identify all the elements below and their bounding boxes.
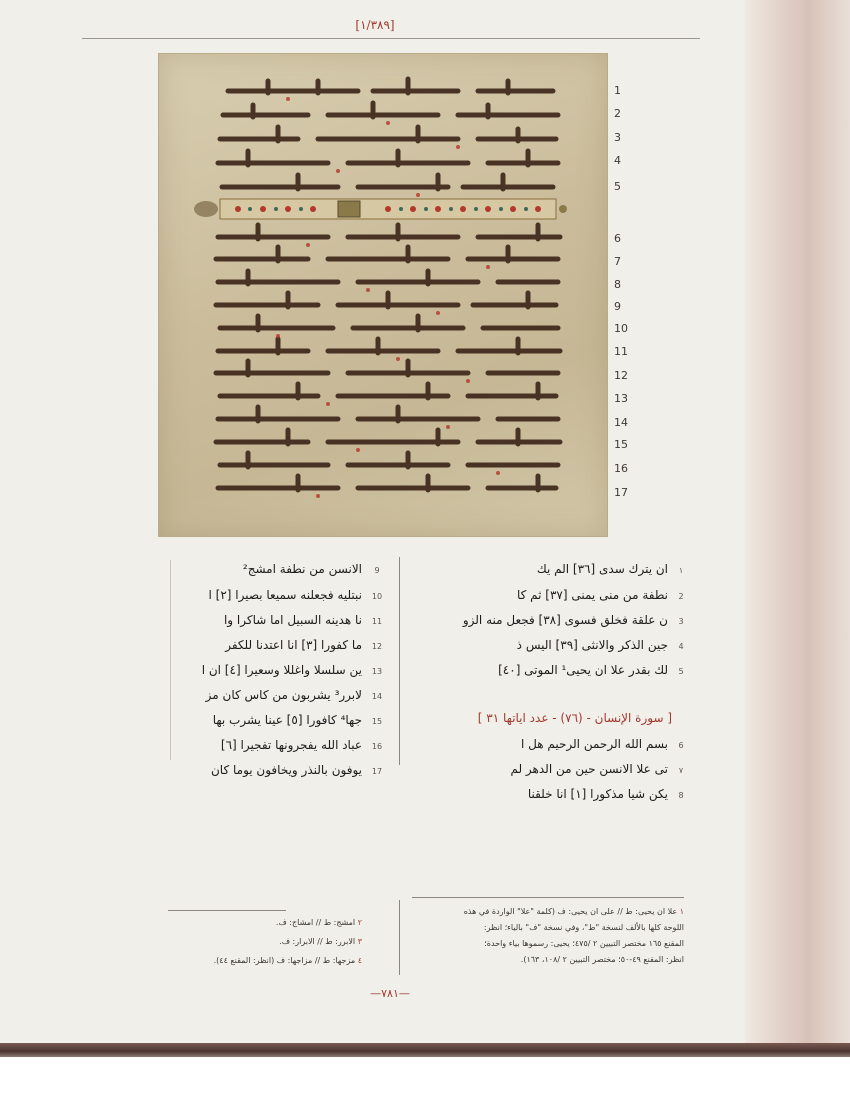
transcription-line: لابرر³ يشربون من كاس كان مز bbox=[205, 688, 362, 702]
footnote-text: مزجها: ط // مزاجها: ف (انظر: المقنع ٤٤). bbox=[213, 956, 356, 965]
transcription-line: ن علقة فخلق فسوى [٣٨] فجعل منه الزو bbox=[462, 613, 668, 627]
ms-line-number: 8 bbox=[614, 278, 621, 291]
line-number: 3 bbox=[678, 617, 684, 626]
ms-line-number: 3 bbox=[614, 131, 621, 144]
line-number: 12 bbox=[371, 642, 383, 651]
manuscript-image bbox=[158, 53, 608, 537]
transcription-line: نا هدينه السبيل اما شاكرا وا bbox=[223, 613, 362, 627]
transcription-line: جها⁴ كافورا [٥] عينا يشرب بها bbox=[212, 713, 362, 727]
ms-line-number: 12 bbox=[614, 369, 628, 382]
ms-line-number: 15 bbox=[614, 438, 628, 451]
transcription-line: جين الذكر والانثى [٣٩] اليس ذ bbox=[516, 638, 668, 652]
footnote-line bbox=[279, 937, 362, 946]
manuscript-frame bbox=[158, 53, 608, 537]
book-spine bbox=[745, 0, 850, 1045]
transcription-line: عباد الله يفجرونها تفجيرا [٦] bbox=[220, 738, 362, 752]
footnote-number: ٣ bbox=[357, 937, 362, 946]
line-number: 11 bbox=[371, 617, 383, 626]
ms-line-number: 13 bbox=[614, 392, 628, 405]
ms-line-number: 1 bbox=[614, 84, 621, 97]
transcription-line: بسم الله الرحمن الرحيم هل ا bbox=[521, 737, 668, 751]
footnote-line: اللوحة كلها بالألف لنسخة "ط"، وفي نسخة "ف" بالياء؛ انظر: bbox=[483, 923, 684, 932]
footnote-text: امشج: ط // امشاج: ف. bbox=[275, 918, 356, 927]
line-number: 13 bbox=[371, 667, 383, 676]
line-number: 10 bbox=[371, 592, 383, 601]
footnote-number: ٤ bbox=[357, 956, 362, 965]
line-number: 9 bbox=[374, 566, 380, 575]
folio-number: [١/٣٨٩] bbox=[355, 18, 395, 32]
transcription-line: ما كفورا [٣] انا اعتدنا للكفر bbox=[225, 638, 362, 652]
line-number: ٧ bbox=[678, 766, 684, 775]
ms-line-number: 6 bbox=[614, 232, 621, 245]
line-number: 2 bbox=[678, 592, 684, 601]
footnote-line bbox=[464, 907, 684, 916]
column-divider bbox=[399, 557, 400, 765]
transcription-line: تى علا الانسن حين من الدهر لم bbox=[510, 762, 668, 776]
ms-line-number: 10 bbox=[614, 322, 628, 335]
transcription-line: نبتليه فجعلنه سميعا بصيرا [٢] ا bbox=[208, 588, 362, 602]
transcription-line: نطفة من منى يمنى [٣٧] ثم كا bbox=[516, 588, 668, 602]
ms-line-number: 14 bbox=[614, 416, 628, 429]
footnote-text: علا ان يحيى: ط // على ان يحيى: ف (كلمة "علا" الواردة في هذه bbox=[463, 907, 678, 916]
column-rule bbox=[170, 560, 171, 760]
background bbox=[0, 1057, 850, 1100]
line-number: 4 bbox=[678, 642, 684, 651]
line-number: ١ bbox=[678, 566, 684, 575]
line-number: 16 bbox=[371, 742, 383, 751]
line-number: 8 bbox=[678, 791, 684, 800]
footnote-rule bbox=[412, 897, 684, 898]
ms-line-number: 17 bbox=[614, 486, 628, 499]
line-number: 6 bbox=[678, 741, 684, 750]
transcription-line: ين سلسلا واغللا وسعيرا [٤] ان ا bbox=[201, 663, 362, 677]
transcription-line: لك بقدر علا ان يحيى¹ الموتى [٤٠] bbox=[498, 663, 668, 677]
transcription-line: يكن شيا مذكورا [١] انا خلقنا bbox=[527, 787, 668, 801]
page-number: —٧٨١— bbox=[370, 987, 410, 1000]
ms-line-number: 2 bbox=[614, 107, 621, 120]
transcription-line: يوفون بالنذر ويخافون يوما كان bbox=[210, 763, 362, 777]
ms-line-number: 5 bbox=[614, 180, 621, 193]
transcription-line: ان يترك سدى [٣٦] الم يك bbox=[536, 562, 668, 576]
footnote-line: انظر: المقنع ٤٩-٥٠؛ مختصر التبيين ٢ /١٠٨، ١٦٣). bbox=[520, 955, 684, 964]
page-bottom-edge bbox=[0, 1043, 850, 1057]
footnote-number: ١ bbox=[679, 907, 684, 916]
line-number: 15 bbox=[371, 717, 383, 726]
footnote-line bbox=[214, 956, 362, 965]
footnote-line bbox=[276, 918, 362, 927]
ms-line-number: 4 bbox=[614, 154, 621, 167]
surah-heading: [ سورة الإنسان - (٧٦) - عدد اياتها ٣١ ] bbox=[477, 711, 672, 725]
line-number: 14 bbox=[371, 692, 383, 701]
ms-line-number: 11 bbox=[614, 345, 628, 358]
footnote-rule bbox=[168, 910, 286, 911]
ms-line-number: 16 bbox=[614, 462, 628, 475]
footnote-text: الابرر: ط // الابرار: ف. bbox=[279, 937, 356, 946]
line-number: 5 bbox=[678, 667, 684, 676]
footnote-line: المقنع ١٦٥ مختصر التبيين ٢ /٤٧٥؛ يحيى: رسموها بياء واحدة؛ bbox=[484, 939, 684, 948]
footnote-number: ٢ bbox=[357, 918, 362, 927]
ms-line-number: 7 bbox=[614, 255, 621, 268]
header-rule bbox=[82, 38, 700, 39]
footnote-divider bbox=[399, 900, 400, 975]
line-number: 17 bbox=[371, 767, 383, 776]
transcription-line: الانسن من نطفة امشج² bbox=[242, 562, 362, 576]
ms-line-number: 9 bbox=[614, 300, 621, 313]
